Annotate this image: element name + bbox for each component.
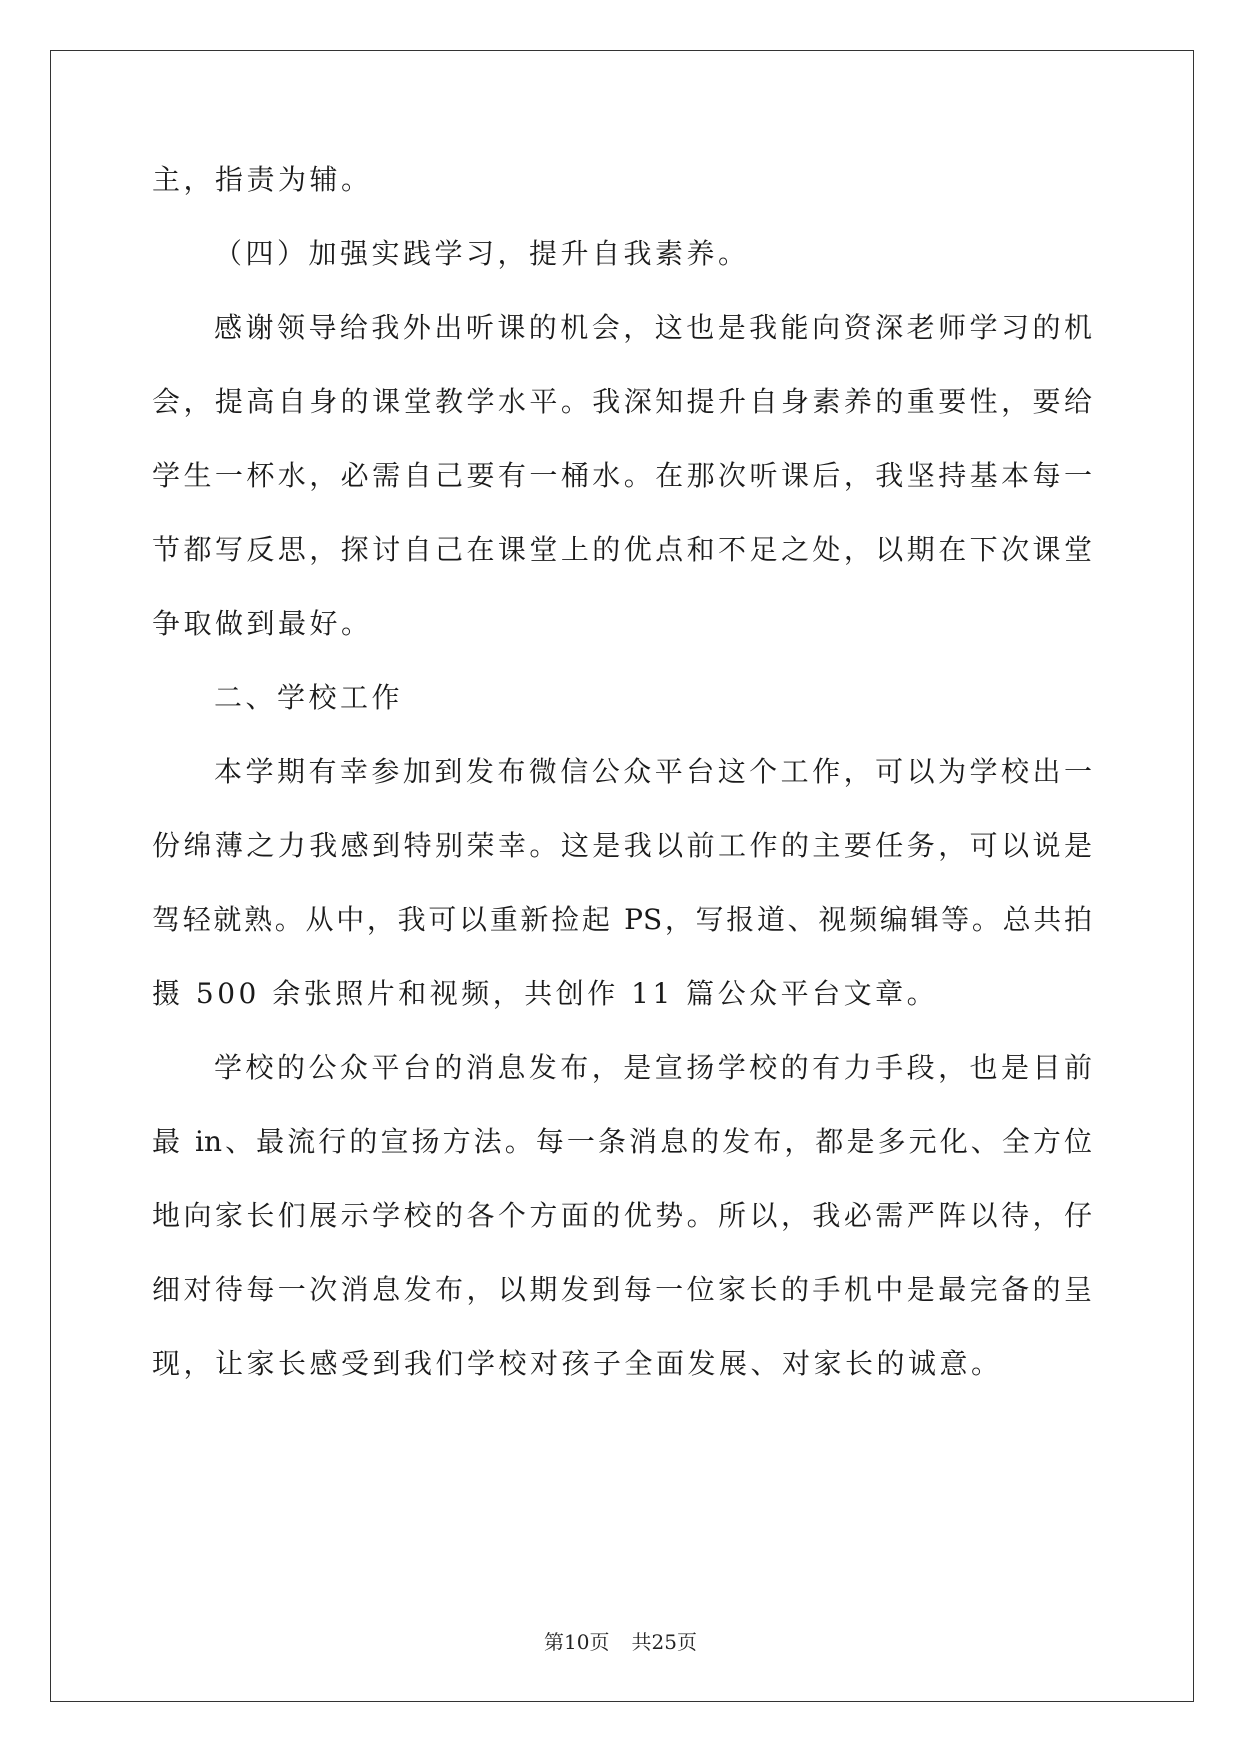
paragraph-line: 本学期有幸参加到发布微信公众平台这个工作，可以为学校出一 <box>214 755 1092 788</box>
paragraph-line: 学校的公众平台的消息发布，是宣扬学校的有力手段，也是目前 <box>214 1051 1092 1084</box>
paragraph-line: 学生一杯水，必需自己要有一桶水。在那次听课后，我坚持基本每一 <box>152 459 1092 492</box>
paragraph-line: 会，提高自身的课堂教学水平。我深知提升自身素养的重要性，要给 <box>152 385 1092 418</box>
section-heading: 二、学校工作 <box>214 681 404 714</box>
paragraph-line: 驾轻就熟。从中，我可以重新捡起 PS，写报道、视频编辑等。总共拍 <box>152 903 1092 936</box>
section-heading: （四）加强实践学习，提升自我素养。 <box>214 237 750 270</box>
paragraph-line: 最 in、最流行的宣扬方法。每一条消息的发布，都是多元化、全方位 <box>152 1125 1092 1158</box>
paragraph-line: 争取做到最好。 <box>152 607 373 640</box>
page-footer <box>0 1628 1241 1656</box>
total-page-count: 共25页 <box>631 1630 697 1654</box>
paragraph-line: 主，指责为辅。 <box>152 163 373 196</box>
paragraph-line: 摄 500 余张照片和视频，共创作 11 篇公众平台文章。 <box>152 977 939 1010</box>
paragraph-line: 现，让家长感受到我们学校对孩子全面发展、对家长的诚意。 <box>152 1347 1003 1380</box>
paragraph-line: 地向家长们展示学校的各个方面的优势。所以，我必需严阵以待，仔 <box>152 1199 1092 1232</box>
paragraph-line: 份绵薄之力我感到特别荣幸。这是我以前工作的主要任务，可以说是 <box>152 829 1092 862</box>
paragraph-line: 感谢领导给我外出听课的机会，这也是我能向资深老师学习的机 <box>214 311 1092 344</box>
current-page-number: 第10页 <box>544 1630 610 1654</box>
paragraph-line: 细对待每一次消息发布，以期发到每一位家长的手机中是最完备的呈 <box>152 1273 1092 1306</box>
page-border <box>50 50 1194 1702</box>
paragraph-line: 节都写反思，探讨自己在课堂上的优点和不足之处，以期在下次课堂 <box>152 533 1092 566</box>
